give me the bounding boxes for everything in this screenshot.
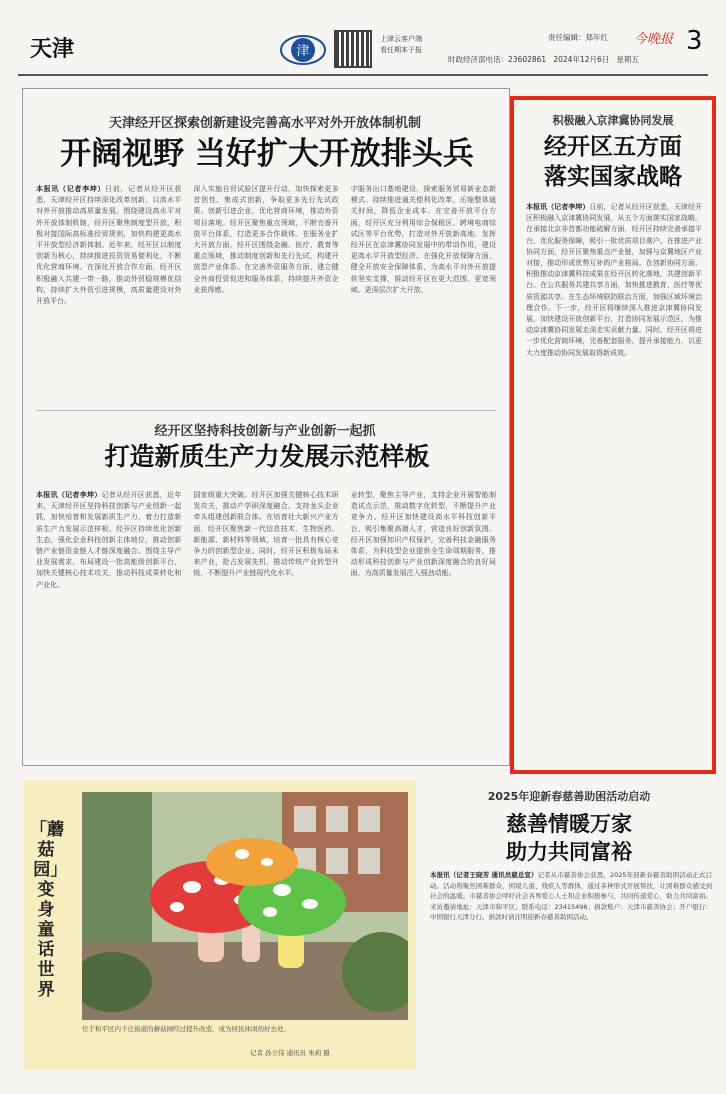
feature-kicker: 积极融入京津冀协同发展 [552,114,674,127]
mushroom-illustration [82,792,408,1020]
article3-kicker: 2025年迎新春慈善助困活动启动 [487,790,651,803]
qr-code-icon [334,30,372,68]
article2-col-3: 业转型，聚焦主导产业，支持企业开展智能制造试点示范，推动数字化转型，不断提升产业竞争力。经开区加快建设高水平科技创新平台，吸引集聚高端人才，营造良好创新氛围。经开区加强知识产权保护，完善科技金融服务体系，为科技型企业提供全生命周期服务，推动形成科技创新与产业创新深度融合的良好局面，为高质量发展注入强劲动能。 [350,491,496,578]
tianjin-emblem-icon [280,34,326,66]
article2-col-1: 本报讯（记者李坤）记者从经开区获悉，近年来，天津经开区坚持科技创新与产业创新一起抓，加快培育和发展新质生产力，着力打造新质生产力发展示范样板。经开区持续优化创新生态，强化企业科技创新主体地位，推动创新链产业链资金链人才链深度融合。围绕主导产业发展需求，布局建设一批高能级创新平台，加快关键核心技术攻关，推动科技成果转化和产业化。 [36,491,182,589]
article1-col-1: 本报讯（记者李坤）日前，记者从经开区获悉，天津经开区持续深化改革创新，以高水平对外开放推动高质量发展。围绕建设高水平对外开放体制机制，经开区聚焦制度型开放，积极对接国际高标准经贸规则，加快构建更高水平开放型经济新体制。近年来，经开区以制度创新为核心，持续推进投资贸易便利化，不断优化营商环境。在深化开放合作方面，经开区积极融入共建一带一路，推动外贸稳规模优结构，持续扩大外资引进规模，高质量建设对外开放平台。 [36,185,182,306]
feature-title: 经开区五方面 落实国家战略 [544,134,682,190]
article2-headline: 打造新质生产力发展示范样板 [104,442,430,471]
section-city: 天津 [30,37,75,62]
article3-body: 本报讯（记者王晓芳 通讯员慈总宣）记者从市慈善协会获悉，2025年迎新春慈善助困活动正式启动。活动将聚焦困难群众、困境儿童、残疾人等群体，通过多种形式开展帮扶，让困难群众感受到社会的温暖。市慈善协会呼吁社会各界爱心人士和企业积极参与，共同传递爱心，助力共同富裕。来访邀请地址：天津市和平区；联系电话：23415496；捐款账户：天津市慈善协会；开户银行：中国银行天津分行。捐款时请注明迎新春慈善助困活动。 [430,871,712,921]
photo-feature-title: 「蘑菇园」变身童话世界 [30,820,64,1000]
article2-subtitle: 经开区坚持科技创新与产业创新一起抓 [154,424,376,439]
photo-caption: 位于和平区内千庄街道的蘑菇园经过提升改造，成为居民休闲的好去处。 [82,1025,290,1033]
article1-headline: 开阔视野 当好扩大开放排头兵 [60,136,474,172]
page-number: 3 [686,26,703,56]
article2-byline: 本报讯（记者李坤） [36,491,102,499]
mushroom-garden-photo [82,792,408,1020]
page-header [18,20,708,78]
article1-byline: 本报讯（记者李坤） [36,185,106,193]
qr-note: 上津云客户端 看任期本于报 [380,35,422,54]
article1-col-3: 字服务出口基地建设，探索服务贸易新业态新模式。持续推进通关便利化改革，压缩整体通关时间，降低企业成本。在完善开放平台方面，经开区充分利用综合保税区、跨境电商综试区等平台优势，打造对外开放新高地。发挥经开区在京津冀协同发展中的带动作用，建设更高水平开放型经济。在强化开放保障方面，健全开放安全保障体系，为高水平对外开放提供坚实支撑，推动经开区在更大范围、更宽领域、更深层次扩大开放。 [350,185,496,294]
editor-credit: 责任编辑：郑年红 [548,33,608,42]
article1-col-2: 深入实施自贸试验区提升行动，加快探索更多首创性、集成式创新，争取更多先行先试政策。创新引进企业，优化营商环境，推动外资项目落地。经开区聚焦重点领域，不断完善开放平台体系，打造更多合作载体。在服务业扩大开放方面，经开区围绕金融、医疗、教育等重点领域，推动制度创新和先行先试，构建开放型产业体系。在完善外资服务方面，建立健全外商投资促进和服务体系，持续提升外资企业获得感。 [193,185,339,294]
article1-columns [36,184,496,400]
header-info: 时政经济部电话：23602861 2024年12月6日 星期五 [448,55,639,64]
header-rule [18,74,708,76]
svg-text:津: 津 [296,44,310,59]
feature-byline: 本报讯（记者李坤） [526,203,590,211]
newspaper-logo: 今晚报 [634,32,674,47]
article1-subtitle: 天津经开区探索创新建设完善高水平对外开放体制机制 [108,116,421,131]
section-divider [36,410,496,411]
highlighted-article[interactable] [510,96,716,774]
photo-credit: 记者 孙立伟 通讯员 朱莉 摄 [250,1049,330,1057]
article2-columns [36,490,496,758]
feature-body: 本报讯（记者李坤）日前，记者从经开区获悉，天津经开区积极融入京津冀协同发展，从五个方面落实国家战略。在承接北京非首都功能疏解方面，经开区持续完善承接平台，优化服务保障，吸引一批优质项目落户。在推进产业协同方面，经开区聚焦重点产业链，加强与京冀地区产业对接，推动形成优势互补的产业格局。在创新协同方面，积极推动京津冀科技成果在经开区转化落地，共建创新平台。在公共服务共建共享方面，加快推进教育、医疗等优质资源共享。在生态环境联防联治方面，加强区域环境治理合作。下一步，经开区将继续深入推进京津冀协同发展，加快建设开放创新平台，打造协同发展示范区，为推动京津冀协同发展走深走实贡献力量。同时，经开区将进一步优化营商环境，完善配套服务，提升承接能力，以更大力度推动协同发展取得新成效。 [526,203,702,357]
article3-title: 慈善情暖万家 助力共同富裕 [506,812,632,864]
article2-col-2: 国家级重大突破。经开区加强关键核心技术研发攻关，推动产学研深度融合，支持龙头企业牵头组建创新联合体。在培育壮大新兴产业方面，经开区聚焦新一代信息技术、生物医药、新能源、新材料等领域，培育一批具有核心竞争力的创新型企业。同时，经开区积极布局未来产业，抢占发展先机，推动传统产业转型升级，不断提升产业链现代化水平。 [193,491,339,578]
article3-byline: 本报讯（记者王晓芳 通讯员慈总宣） [430,871,538,879]
